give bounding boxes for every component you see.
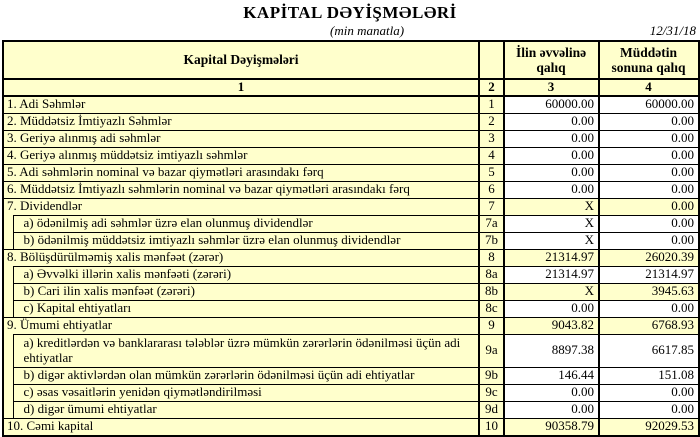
value-end-balance: 0.00 xyxy=(599,215,699,232)
table-row xyxy=(3,334,699,367)
report-date: 12/31/18 xyxy=(649,23,696,38)
row-id: 9d xyxy=(479,401,504,418)
table-row xyxy=(3,249,699,266)
row-label: a) kreditlərdən və banklararası tələblər üzrə mümkün zərərlərin ödənilməsi üçün adi ehtiyatlar xyxy=(13,334,479,367)
value-end-balance: 0.00 xyxy=(599,401,699,418)
value-start-balance: 0.00 xyxy=(504,147,599,164)
value-start-balance: 21314.97 xyxy=(504,266,599,283)
row-id: 8b xyxy=(479,283,504,300)
page-title: KAPİTAL DƏYİŞMƏLƏRİ xyxy=(243,3,457,22)
table-row xyxy=(3,215,699,232)
indent-spacer xyxy=(3,266,13,317)
row-label: a) ödənilmiş adi səhmlər üzrə elan olunmuş dividendlər xyxy=(13,215,479,232)
row-label: d) digər ümumi ehtiyatlar xyxy=(13,401,479,418)
table-row xyxy=(3,164,699,181)
value-start-balance: 9043.82 xyxy=(504,317,599,334)
value-start-balance: 0.00 xyxy=(504,181,599,198)
value-start-balance: 0.00 xyxy=(504,300,599,317)
table-row xyxy=(3,181,699,198)
value-start-balance: 21314.97 xyxy=(504,249,599,266)
row-id: 7a xyxy=(479,215,504,232)
table-row xyxy=(3,113,699,130)
value-end-balance: 0.00 xyxy=(599,198,699,215)
value-end-balance: 0.00 xyxy=(599,181,699,198)
column-index-row xyxy=(3,79,699,96)
value-start-balance: 8897.38 xyxy=(504,334,599,367)
row-id: 5 xyxy=(479,164,504,181)
table-row xyxy=(3,283,699,300)
value-end-balance: 0.00 xyxy=(599,147,699,164)
row-id: 8a xyxy=(479,266,504,283)
index-col-1: 1 xyxy=(3,79,479,96)
value-end-balance: 3945.63 xyxy=(599,283,699,300)
index-col-2: 2 xyxy=(479,79,504,96)
indent-spacer xyxy=(3,215,13,249)
table-row xyxy=(3,401,699,418)
header-label: Kapital Dəyişmələri xyxy=(3,41,479,79)
value-start-balance: 60000.00 xyxy=(504,96,599,114)
table-row xyxy=(3,96,699,114)
table-row xyxy=(3,232,699,249)
value-start-balance: 0.00 xyxy=(504,401,599,418)
value-end-balance: 92029.53 xyxy=(599,418,699,436)
value-end-balance: 60000.00 xyxy=(599,96,699,114)
row-label: c) əsas vəsaitlərin yenidən qiymətləndirilməsi xyxy=(13,384,479,401)
row-id: 7b xyxy=(479,232,504,249)
value-start-balance: 0.00 xyxy=(504,113,599,130)
value-end-balance: 21314.97 xyxy=(599,266,699,283)
header-end-balance: Müddətin sonuna qalıq xyxy=(599,41,699,79)
unit-note: (min manatla) xyxy=(330,23,405,38)
index-col-3: 3 xyxy=(504,79,599,96)
index-col-4: 4 xyxy=(599,79,699,96)
row-label: 10. Cəmi kapital xyxy=(3,418,479,436)
row-label: 2. Müddətsiz İmtiyazlı Səhmlər xyxy=(3,113,479,130)
row-id: 7 xyxy=(479,198,504,215)
row-id: 9b xyxy=(479,367,504,384)
row-label: c) Kapital ehtiyatları xyxy=(13,300,479,317)
value-start-balance: 90358.79 xyxy=(504,418,599,436)
value-end-balance: 0.00 xyxy=(599,232,699,249)
value-end-balance: 6617.85 xyxy=(599,334,699,367)
row-id: 3 xyxy=(479,130,504,147)
row-label: 1. Adi Səhmlər xyxy=(3,96,479,114)
value-end-balance: 0.00 xyxy=(599,300,699,317)
row-label: 7. Dividendlər xyxy=(3,198,479,215)
table-row xyxy=(3,198,699,215)
value-end-balance: 0.00 xyxy=(599,384,699,401)
row-id: 9c xyxy=(479,384,504,401)
table-row xyxy=(3,317,699,334)
row-id: 8 xyxy=(479,249,504,266)
value-end-balance: 0.00 xyxy=(599,164,699,181)
table-row xyxy=(3,147,699,164)
row-label: b) Cari ilin xalis mənfəət (zərəri) xyxy=(13,283,479,300)
value-start-balance: 0.00 xyxy=(504,384,599,401)
row-id: 10 xyxy=(479,418,504,436)
row-label: 6. Müddətsiz İmtiyazlı səhmlərin nominal və bazar qiymətləri arasındakı fərq xyxy=(3,181,479,198)
value-start-balance: 146.44 xyxy=(504,367,599,384)
value-start-balance: 0.00 xyxy=(504,130,599,147)
value-end-balance: 0.00 xyxy=(599,113,699,130)
row-label: b) digər aktivlərdən olan mümkün zərərlərin ödənilməsi üçün adi ehtiyatlar xyxy=(13,367,479,384)
row-id: 8c xyxy=(479,300,504,317)
row-id: 4 xyxy=(479,147,504,164)
value-start-balance: X xyxy=(504,198,599,215)
row-label: 9. Ümumi ehtiyatlar xyxy=(3,317,479,334)
capital-changes-table xyxy=(2,40,700,437)
row-label: 3. Geriyə alınmış adi səhmlər xyxy=(3,130,479,147)
value-start-balance: X xyxy=(504,215,599,232)
table-row xyxy=(3,367,699,384)
row-id: 9 xyxy=(479,317,504,334)
table-row xyxy=(3,384,699,401)
meta-row xyxy=(0,23,700,40)
value-end-balance: 26020.39 xyxy=(599,249,699,266)
table-row xyxy=(3,418,699,436)
table-header-row xyxy=(3,41,699,79)
value-start-balance: X xyxy=(504,283,599,300)
row-id: 2 xyxy=(479,113,504,130)
row-label: 4. Geriyə alınmış müddətsiz imtiyazlı səhmlər xyxy=(3,147,479,164)
table-row xyxy=(3,130,699,147)
indent-spacer xyxy=(3,334,13,418)
row-label: b) ödənilmiş müddətsiz imtiyazlı səhmlər üzrə elan olunmuş dividendlər xyxy=(13,232,479,249)
value-end-balance: 151.08 xyxy=(599,367,699,384)
header-id-column xyxy=(479,41,504,79)
row-id: 9a xyxy=(479,334,504,367)
value-start-balance: 0.00 xyxy=(504,164,599,181)
header-start-balance: İlin əvvəlinə qalıq xyxy=(504,41,599,79)
table-row xyxy=(3,266,699,283)
value-end-balance: 0.00 xyxy=(599,130,699,147)
row-id: 6 xyxy=(479,181,504,198)
table-row xyxy=(3,300,699,317)
row-id: 1 xyxy=(479,96,504,114)
value-end-balance: 6768.93 xyxy=(599,317,699,334)
row-label: 5. Adi səhmlərin nominal və bazar qiymətləri arasındakı fərq xyxy=(3,164,479,181)
value-start-balance: X xyxy=(504,232,599,249)
row-label: 8. Bölüşdürülməmiş xalis mənfəət (zərər) xyxy=(3,249,479,266)
row-label: a) Əvvəlki illərin xalis mənfəəti (zərəri) xyxy=(13,266,479,283)
